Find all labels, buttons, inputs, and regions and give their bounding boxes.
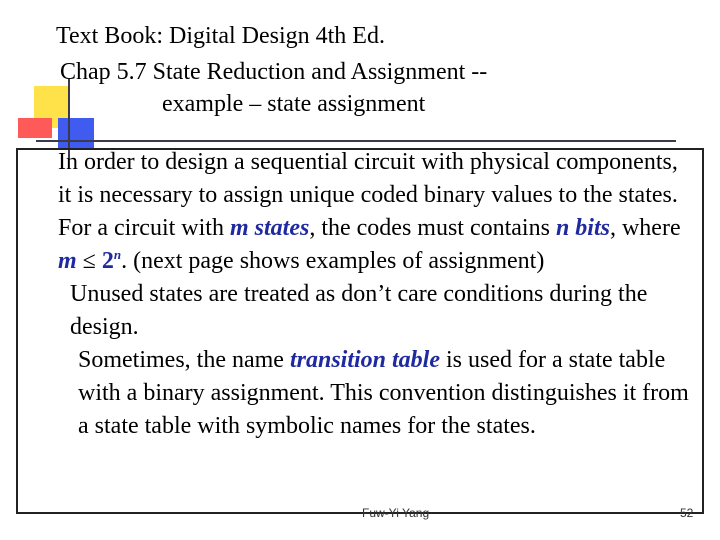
term-m: m [58, 248, 77, 274]
term-two: 2 [101, 248, 114, 274]
para3-text-1: Sometimes, the name [78, 347, 290, 373]
slide-title-line-1: Text Book: Digital Design 4th Ed. [56, 23, 385, 49]
term-n-superscript: n [113, 247, 122, 262]
term-n-bits: n bits [555, 215, 610, 241]
paragraph-unused-states: Unused states are treated as don’t care conditions during the design. [70, 281, 648, 340]
page-number: 52 [680, 506, 694, 520]
decorative-horizontal-line [36, 140, 676, 142]
paragraph-transition-table [20, 344, 690, 443]
less-equal-symbol: ≤ [76, 248, 102, 274]
decorative-red-square [18, 118, 52, 138]
slide-title-line-3: example – state assignment [162, 91, 426, 117]
para1-text-1: In order to design a sequential circuit with physical components, it is necessary to assign unique coded binary values to the states. For a circuit with [58, 149, 678, 241]
para1-text-4: . (next page shows examples of assignment) [121, 248, 545, 274]
para1-text-2: , the codes must contains [309, 215, 556, 241]
footer-author: Fuw-Yi Yang [362, 506, 430, 520]
para1-text-3: , where [609, 215, 681, 241]
term-m-states: m states [229, 215, 310, 241]
decorative-blue-square [58, 118, 94, 148]
slide-body [20, 146, 690, 443]
term-transition-table: transition table [289, 347, 441, 373]
paragraph-state-assignment [20, 146, 690, 278]
slide-title-line-2: Chap 5.7 State Reduction and Assignment -- [60, 59, 488, 85]
para3-text-2: is used for a state table with a binary assignment. This convention distinguishes it from a state table with symbolic names for the states. [78, 347, 689, 439]
